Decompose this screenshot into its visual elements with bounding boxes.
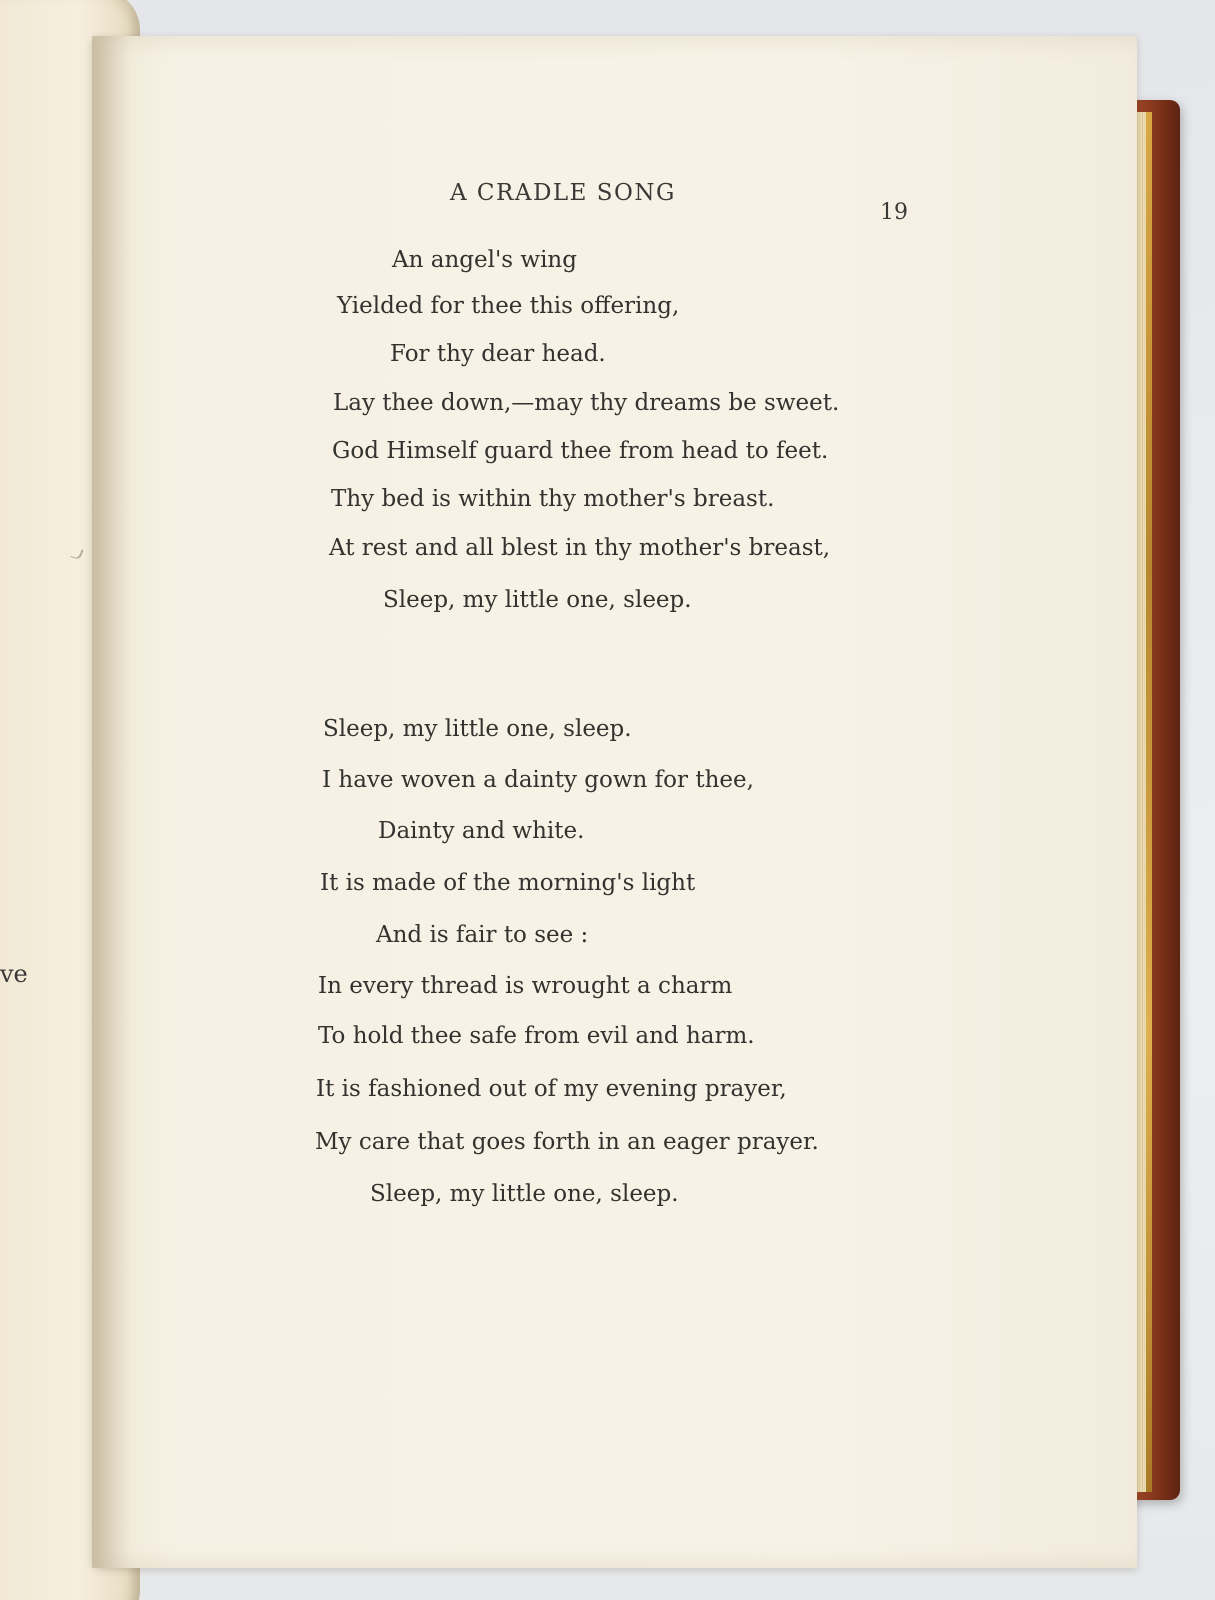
poem-line: An angel's wing — [392, 247, 577, 273]
poem-line: I have woven a dainty gown for thee, — [322, 767, 754, 793]
poem-line: Dainty and white. — [378, 818, 585, 844]
poem-line: To hold thee safe from evil and harm. — [318, 1023, 755, 1049]
poem-line: In every thread is wrought a charm — [318, 973, 733, 999]
page-number: 19 — [880, 200, 908, 225]
gilt-edge — [1146, 112, 1152, 1492]
poem-line: Lay thee down,—may thy dreams be sweet. — [333, 390, 840, 416]
running-header: A CRADLE SONG — [450, 180, 676, 206]
poem-line: Sleep, my little one, sleep. — [370, 1181, 679, 1207]
left-page-fragment: ve — [0, 960, 28, 988]
poem-line: For thy dear head. — [390, 341, 606, 367]
poem-line: Thy bed is within thy mother's breast. — [331, 486, 775, 512]
right-page — [92, 36, 1137, 1568]
poem-line: Sleep, my little one, sleep. — [383, 587, 692, 613]
poem-line: Yielded for thee this offering, — [337, 293, 680, 319]
poem-line: Sleep, my little one, sleep. — [323, 716, 632, 742]
poem-line: At rest and all blest in thy mother's breast, — [329, 535, 831, 561]
poem-line: My care that goes forth in an eager prayer. — [315, 1129, 819, 1155]
poem-line: It is made of the morning's light — [320, 870, 696, 896]
poem-line: And is fair to see : — [376, 922, 589, 948]
poem-line: It is fashioned out of my evening prayer, — [316, 1076, 787, 1102]
poem-line: God Himself guard thee from head to feet. — [332, 438, 829, 464]
